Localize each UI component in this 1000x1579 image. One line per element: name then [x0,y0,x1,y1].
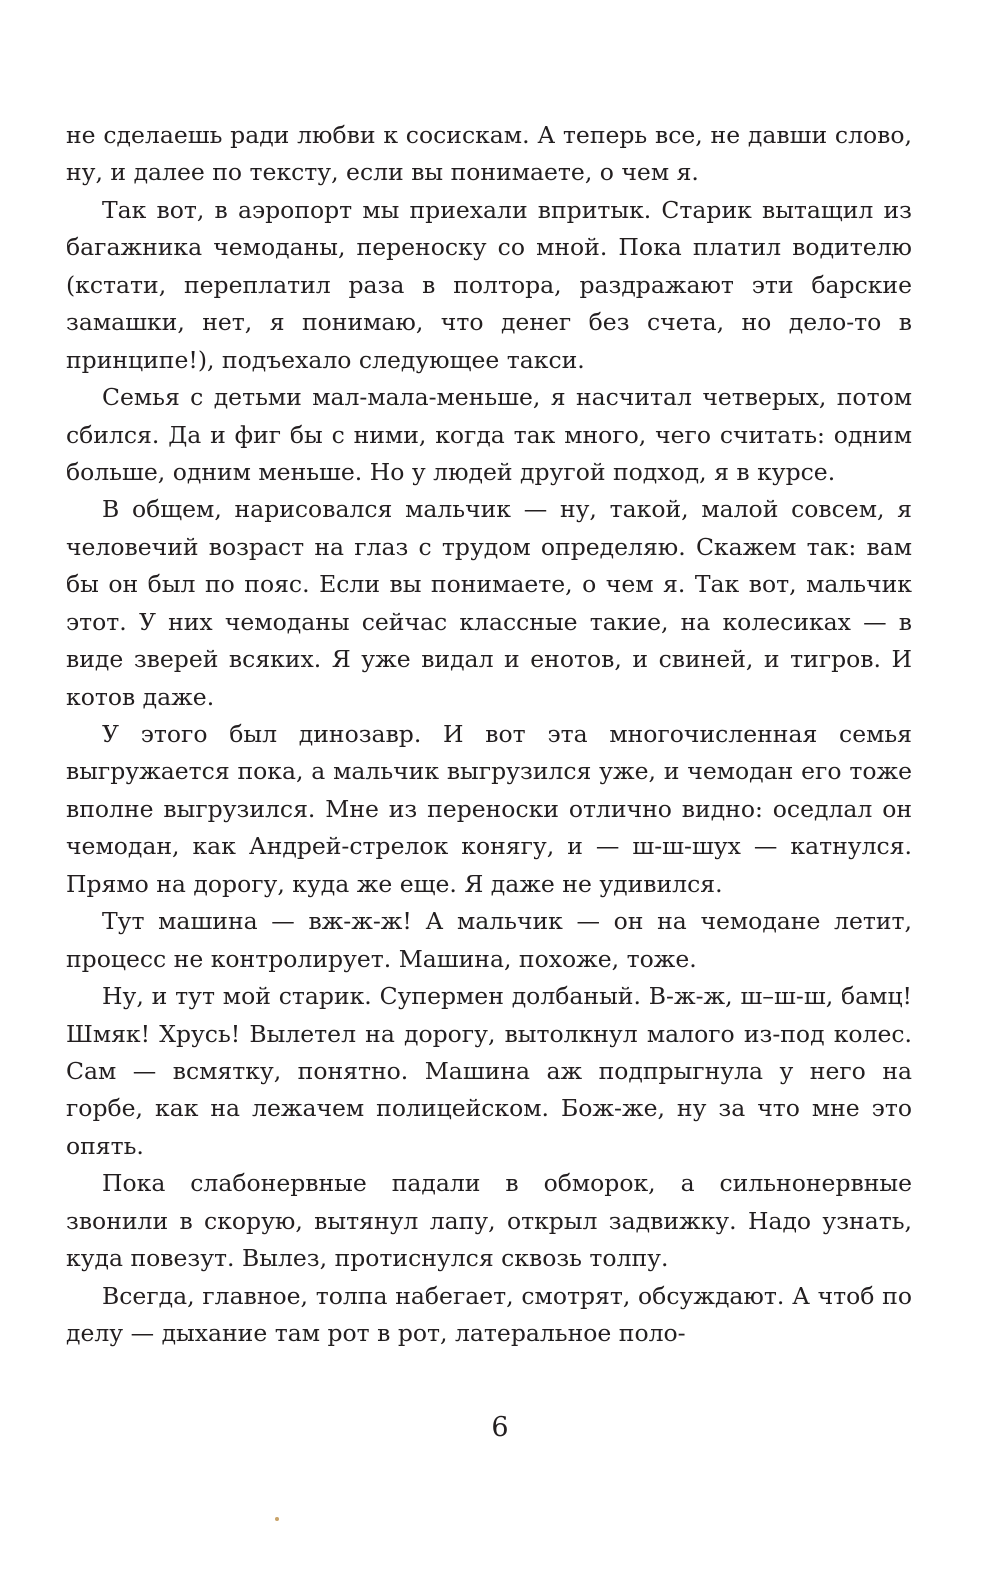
paragraph: В общем, нарисовался мальчик — ну, такой, малой совсем, я человечий возраст на глаз с трудом определяю. Скажем так: вам бы он был по пояс. Если вы понимаете, о чем я. Так вот, мальчик этот. У них чемоданы сейчас классные такие, на колесиках — в виде зверей всяких. Я уже видал и енотов, и свиней, и тигров. И котов даже. [66,495,912,711]
paragraph: Так вот, в аэропорт мы приехали впритык. Старик вытащил из багажника чемоданы, переноску со мной. Пока платил водителю (кстати, переплатил раза в полтора, раздражают эти барские замашки, нет, я понимаю, что денег без счета, но дело-то в принципе!), подъехало следующее такси. [66,195,912,374]
paragraph-continuation: не сделаешь ради любви к сосискам. А теперь все, не давши слово, ну, и далее по тексту, если вы понимаете, о чем я. [66,121,912,187]
paragraph: Семья с детьми мал-мала-меньше, я насчитал четверых, потом сбился. Да и фиг бы с ними, когда так много, чего считать: одним больше, одним меньше. Но у людей другой подход, я в курсе. [66,383,912,486]
paragraph: Тут машина — вж-ж-ж! А мальчик — он на чемодане летит, процесс не контролирует. Машина, похоже, тоже. [66,907,912,973]
body-text [66,117,912,1352]
page-number: 6 [491,1412,509,1443]
paper-speck [275,1517,279,1521]
paragraph: Всегда, главное, толпа набегает, смотрят, обсуждают. А чтоб по делу — дыхание там рот в рот, латеральное поло- [66,1281,912,1347]
paragraph: Ну, и тут мой старик. Супермен долбаный. В-ж-ж, ш–ш-ш, бамц! Шмяк! Хрусь! Вылетел на дорогу, вытолкнул малого из-под колес. Сам — всмятку, понятно. Машина аж подпрыгнула у него на горбе, как на лежачем полицейском. Бож-же, ну за что мне это опять. [66,982,912,1160]
paragraph: Пока слабонервные падали в обморок, а сильнонервные звонили в скорую, вытянул лапу, открыл задвижку. Надо узнать, куда повезут. Вылез, протиснулся сквозь толпу. [66,1169,912,1273]
paragraph: У этого был динозавр. И вот эта многочисленная семья выгружается пока, а мальчик выгрузился уже, и чемодан его тоже вполне выгрузился. Мне из переноски отлично видно: оседлал он чемодан, как Андрей-стрелок конягу, и — ш-ш-шух — катнулся. Прямо на дорогу, куда же еще. Я даже не удивился. [66,720,912,898]
